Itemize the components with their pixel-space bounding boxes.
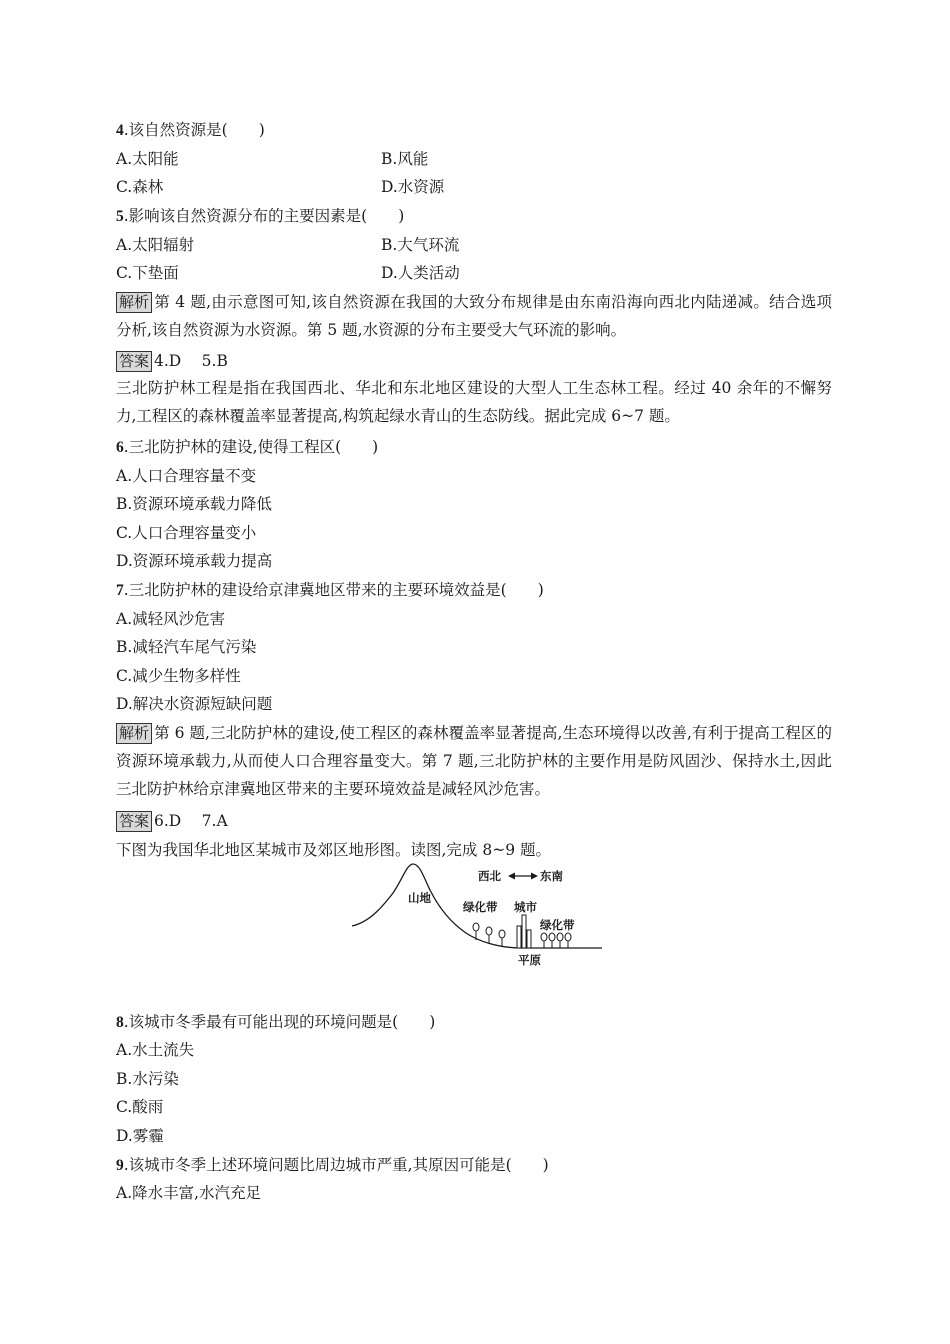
option-b: B.资源环境承载力降低 — [116, 495, 272, 513]
city-label: 城市 — [514, 900, 537, 914]
tree-icon — [499, 930, 505, 947]
answer-tag: 答案 — [116, 811, 152, 832]
tree-icon — [549, 933, 555, 948]
question-text: .三北防护林的建设给京津冀地区带来的主要环境效益是( ) — [123, 581, 544, 599]
option-d: D.人类活动 — [381, 264, 460, 282]
option-c: C.酸雨 — [116, 1098, 164, 1116]
tree-icon — [486, 927, 492, 944]
direction-northwest-label: 西北 — [478, 869, 501, 883]
question-number: 4 — [116, 122, 124, 139]
intro-8-9: 下图为我国华北地区某城市及郊区地形图。读图,完成 8~9 题。 — [116, 841, 551, 859]
explanation-text: 第 4 题,由示意图可知,该自然资源在我国的大致分布规律是由东南沿海向西北内陆递减。结合选项分析,该自然资源为水资源。第 5 题,水资源的分布主要受大气环流的影响。 — [116, 293, 832, 339]
question-7-stem — [116, 580, 544, 601]
answer-text: 4.D 5.B — [154, 352, 228, 370]
question-number: 8 — [116, 1014, 124, 1031]
terrain-figure — [350, 860, 605, 972]
question-5-stem — [116, 206, 404, 227]
explanation-tag: 解析 — [116, 292, 152, 313]
option-a: A.水土流失 — [116, 1041, 195, 1059]
option-c: C.下垫面 — [116, 264, 179, 282]
option-b: B.减轻汽车尾气污染 — [116, 638, 257, 656]
question-number: 6 — [116, 439, 124, 456]
option-c: C.森林 — [116, 178, 164, 196]
question-text: .该城市冬季最有可能出现的环境问题是( ) — [123, 1013, 436, 1031]
option-a: A.太阳能 — [116, 150, 179, 168]
question-8-stem — [116, 1012, 435, 1033]
option-row — [116, 149, 429, 169]
question-text: .该自然资源是( ) — [123, 121, 265, 139]
greenbelt-left-label: 绿化带 — [463, 900, 498, 914]
city-buildings-icon — [517, 915, 531, 948]
tree-icon — [557, 933, 563, 948]
question-4-stem — [116, 120, 265, 141]
option-a: A.太阳辐射 — [116, 236, 195, 254]
mountain-label: 山地 — [408, 891, 431, 905]
option-c: C.减少生物多样性 — [116, 667, 241, 685]
question-number: 7 — [116, 582, 124, 599]
option-d: D.雾霾 — [116, 1127, 164, 1145]
explanation-text: 第 6 题,三北防护林的建设,使工程区的森林覆盖率显著提高,生态环境得以改善,有利于提高工程区的资源环境承载力,从而使人口合理容量变大。第 7 题,三北防护林的主要作用是防风固沙、保持水土,因此三北防护林给京津冀地区带来的主要环境效益是减轻风沙危害。 — [116, 724, 832, 798]
option-row — [116, 235, 460, 255]
explanation-6-7 — [116, 719, 832, 803]
option-d: D.资源环境承载力提高 — [116, 552, 273, 570]
direction-arrow-icon — [508, 873, 538, 880]
intro-6-7: 三北防护林工程是指在我国西北、华北和东北地区建设的大型人工生态林工程。经过 40 余年的不懈努力,工程区的森林覆盖率显著提高,构筑起绿水青山的生态防线。据此完成 6~7 题。 — [116, 379, 832, 425]
option-row — [116, 263, 460, 283]
option-d: D.解决水资源短缺问题 — [116, 695, 273, 713]
option-a: A.减轻风沙危害 — [116, 610, 226, 628]
explanation-tag: 解析 — [116, 723, 152, 744]
question-number: 9 — [116, 1157, 124, 1174]
answer-4-5 — [116, 351, 228, 372]
option-row — [116, 177, 445, 197]
question-text: .三北防护林的建设,使得工程区( ) — [123, 438, 379, 456]
question-text: .影响该自然资源分布的主要因素是( ) — [123, 207, 405, 225]
tree-icon — [565, 933, 571, 948]
greenbelt-right-label: 绿化带 — [540, 918, 575, 932]
option-c: C.人口合理容量变小 — [116, 524, 257, 542]
tree-icon — [541, 933, 547, 948]
direction-southeast-label: 东南 — [540, 869, 563, 883]
option-a: A.人口合理容量不变 — [116, 467, 257, 485]
option-a: A.降水丰富,水汽充足 — [116, 1184, 262, 1202]
plain-label: 平原 — [518, 953, 541, 967]
option-d: D.水资源 — [381, 178, 445, 196]
question-text: .该城市冬季上述环境问题比周边城市严重,其原因可能是( ) — [123, 1156, 549, 1174]
answer-tag: 答案 — [116, 351, 152, 372]
question-9-stem — [116, 1155, 549, 1176]
option-b: B.风能 — [381, 150, 429, 168]
question-number: 5 — [116, 208, 124, 225]
explanation-4-5 — [116, 288, 832, 344]
option-b: B.水污染 — [116, 1070, 179, 1088]
answer-text: 6.D 7.A — [154, 812, 228, 830]
answer-6-7 — [116, 811, 228, 832]
question-6-stem — [116, 437, 378, 458]
option-b: B.大气环流 — [381, 236, 460, 254]
